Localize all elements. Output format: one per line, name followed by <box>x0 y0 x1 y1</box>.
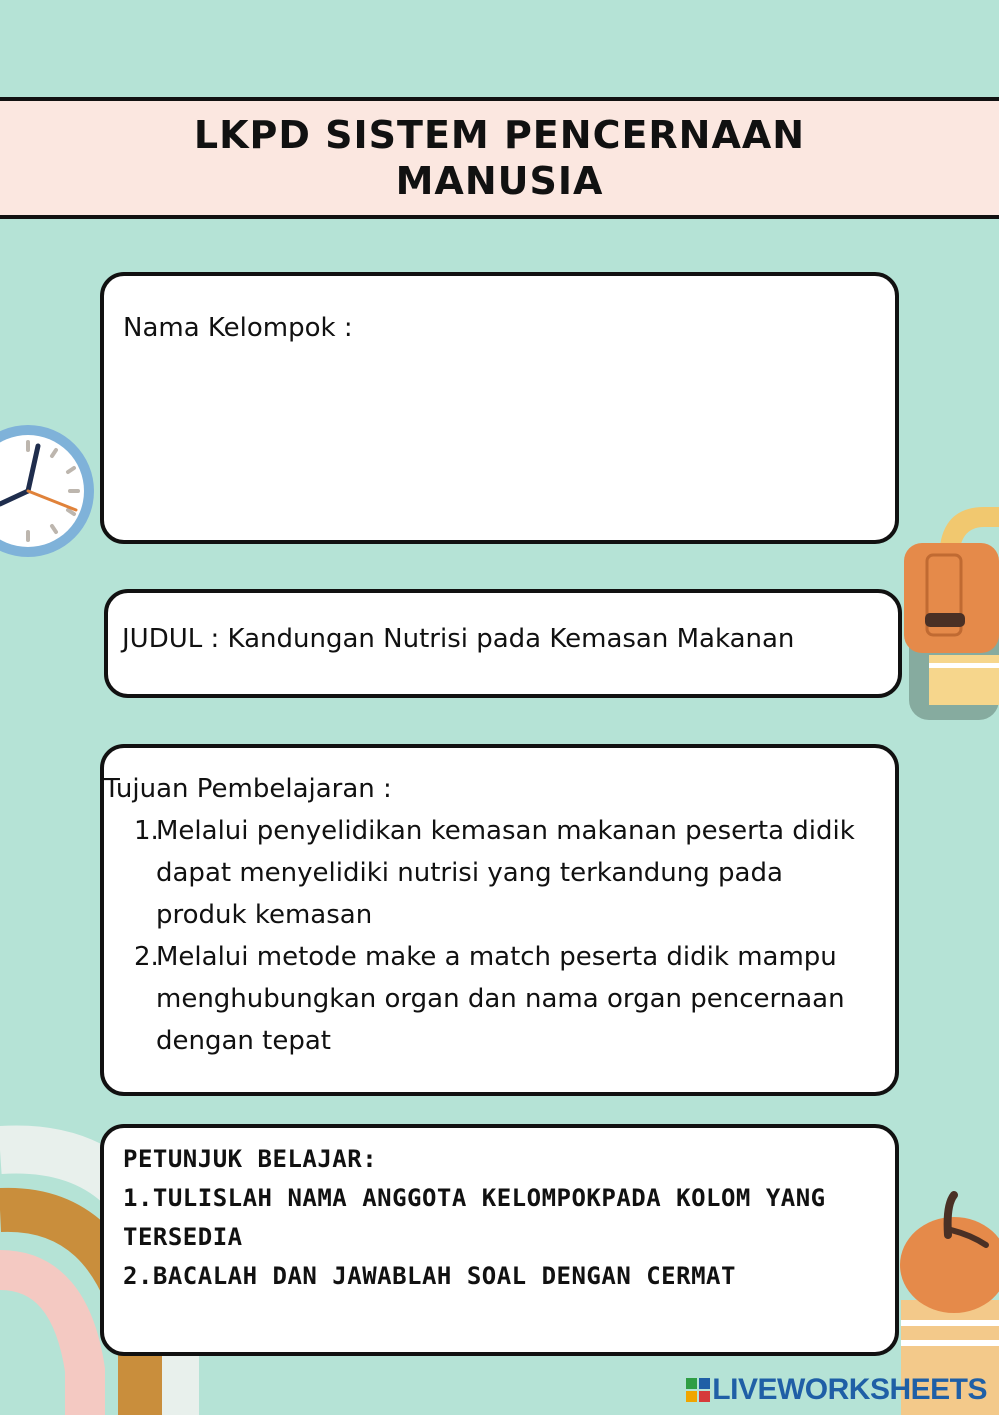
page-title-line-1: LKPD SISTEM PENCERNAAN <box>193 113 806 157</box>
instructions-line-2: TERSEDIA <box>123 1223 243 1251</box>
objectives-list <box>134 810 896 1062</box>
instructions-line-3: 2.BACALAH DAN JAWABLAH SOAL DENGAN CERMAT <box>123 1262 736 1290</box>
liveworksheets-logo-icon <box>686 1378 710 1402</box>
objective-item: 2. Melalui metode make a match peserta didik mampu menghubungkan organ dan nama organ pencernaan dengan tepat <box>134 942 845 1056</box>
page-title-line-2: MANUSIA <box>395 159 604 203</box>
learning-objectives-card <box>100 744 899 1096</box>
learning-instructions-card <box>100 1124 899 1356</box>
instructions-heading: PETUNJUK BELAJAR: <box>123 1145 378 1173</box>
liveworksheets-watermark <box>686 1373 987 1407</box>
group-name-label: Nama Kelompok : <box>123 313 353 343</box>
title-band <box>0 97 999 219</box>
objective-item: 1. Melalui penyelidikan kemasan makanan peserta didik dapat menyelidiki nutrisi yang terkandung pada produk kemasan <box>134 816 855 930</box>
group-name-card[interactable] <box>100 272 899 544</box>
objectives-heading: Tujuan Pembelajaran : <box>104 774 392 804</box>
lesson-title-text: JUDUL : Kandungan Nutrisi pada Kemasan Makanan <box>122 624 795 654</box>
clock-icon <box>0 420 100 562</box>
instructions-line-1: 1.TULISLAH NAMA ANGGOTA KELOMPOKPADA KOLOM YANG <box>123 1184 826 1212</box>
backpack-icon <box>899 495 999 730</box>
watermark-text: LIVEWORKSHEETS <box>712 1373 987 1406</box>
lesson-title-card <box>104 589 902 698</box>
